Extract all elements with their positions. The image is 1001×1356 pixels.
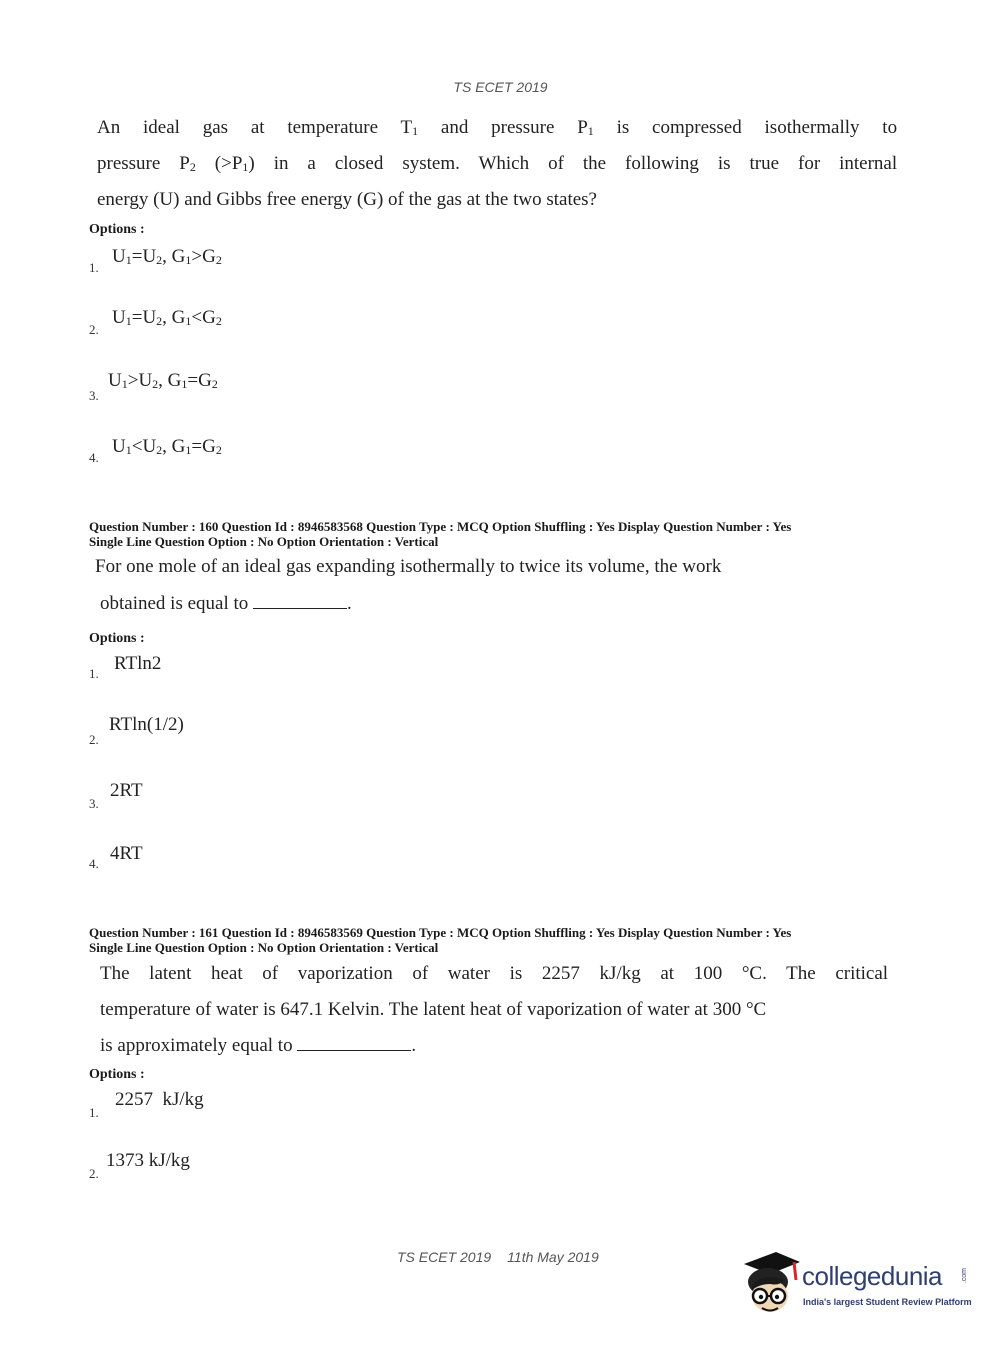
option-number: 4. [89, 856, 99, 871]
q160-option-1[interactable]: RTln2 [114, 653, 162, 674]
footer-exam: TS ECET 2019 [397, 1249, 492, 1265]
q159-option-2[interactable]: $U_1=U_2$, $G_1<G_2$ [112, 307, 222, 328]
page-footer [397, 1249, 599, 1265]
q159-option-1[interactable]: $U_1=U_2$, $G_1>G_2$ [112, 246, 222, 267]
q160-option-2[interactable]: RTln(1/2) [109, 714, 184, 735]
q160-option-3[interactable]: 2RT [110, 780, 143, 801]
logo-tagline: India's largest Student Review Platform [803, 1297, 972, 1307]
question-161-meta-2: Single Line Question Option : No Option Orientation : Vertical [89, 940, 439, 955]
page-header: TS ECET 2019 [453, 79, 548, 95]
option-number: 3. [89, 796, 99, 811]
q161-option-2[interactable]: 1373 kJ/kg [106, 1150, 190, 1171]
collegedunia-logo[interactable] [740, 1250, 970, 1320]
question-159-line-3: energy (U) and Gibbs free energy (G) of the gas at the two states? [97, 189, 597, 210]
question-160-line-2: obtained is equal to . [100, 593, 352, 614]
question-161-line-3: is approximately equal to . [100, 1035, 417, 1056]
question-160-meta-2: Single Line Question Option : No Option Orientation : Vertical [89, 534, 439, 549]
question-159-line-2: pressure $P_2$ $(>P_1)$ in a closed system. Which of the following is true for internal [97, 153, 898, 174]
option-number: 2. [89, 322, 99, 337]
footer-date: 11th May 2019 [507, 1249, 599, 1265]
question-161-meta: Question Number : 161 Question Id : 8946583569 Question Type : MCQ Option Shuffling : Yes Display Question Number : Yes [89, 925, 792, 940]
answer-blank [297, 1035, 411, 1051]
option-number: 1. [89, 1105, 99, 1120]
student-mascot-icon [740, 1250, 802, 1320]
q159-option-3[interactable]: $U_1>U_2$, $G_1=G_2$ [108, 370, 218, 391]
answer-blank [253, 593, 347, 609]
option-number: 1. [89, 666, 99, 681]
options-label: Options : [89, 631, 145, 646]
options-label: Options : [89, 1067, 145, 1082]
logo-wordmark: collegedunia [802, 1261, 943, 1291]
option-number: 3. [89, 388, 99, 403]
option-number: 1. [89, 260, 99, 275]
q159-option-4[interactable]: $U_1<U_2$, $G_1=G_2$ [112, 436, 222, 457]
q160-option-4[interactable]: 4RT [110, 843, 143, 864]
question-160-meta: Question Number : 160 Question Id : 8946583568 Question Type : MCQ Option Shuffling : Yes Display Question Number : Yes [89, 519, 792, 534]
question-161-line-2: temperature of water is 647.1 Kelvin. The latent heat of vaporization of water at 300 °C [100, 999, 767, 1020]
q161-option-1[interactable]: 2257 kJ/kg [115, 1089, 204, 1110]
options-label: Options : [89, 222, 145, 237]
question-160-line-1: For one mole of an ideal gas expanding isothermally to twice its volume, the work [95, 556, 722, 577]
question-161-line-1: The latent heat of vaporization of water is 2257 kJ/kg at 100 °C. The critical [100, 963, 889, 984]
option-number: 4. [89, 450, 99, 465]
option-number: 2. [89, 732, 99, 747]
option-number: 2. [89, 1166, 99, 1181]
logo-com: .com [961, 1268, 968, 1284]
question-159-line-1: An ideal gas at temperature $T_1$ and pressure $P_1$ is compressed isothermally to [97, 117, 898, 138]
